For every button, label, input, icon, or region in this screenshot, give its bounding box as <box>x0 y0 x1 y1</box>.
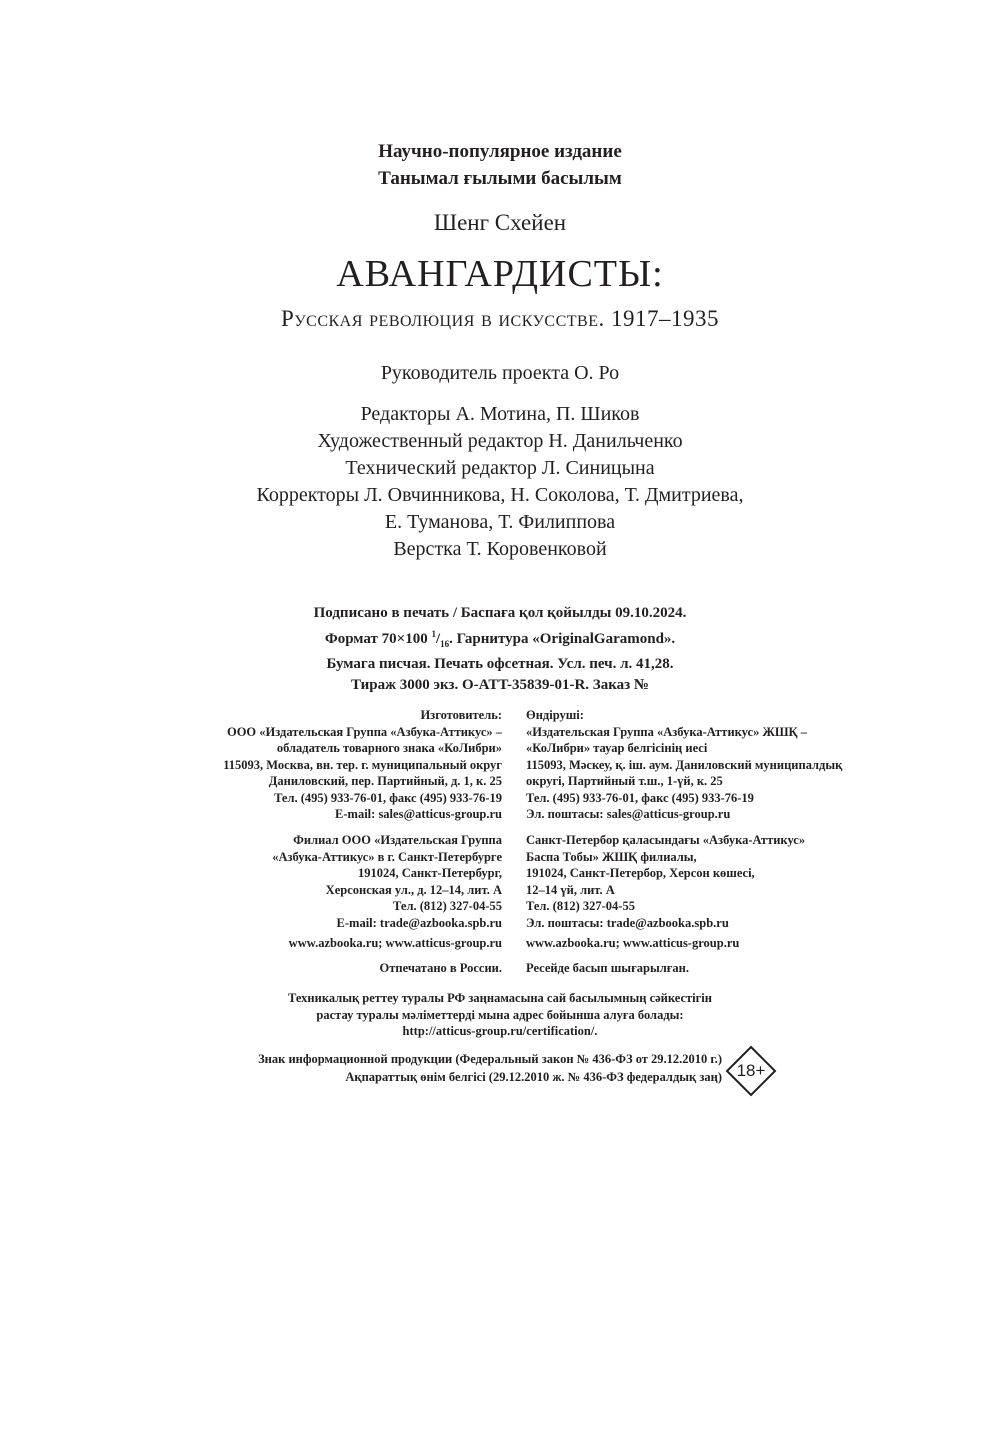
manufacturer-ru-line: Даниловский, пер. Партийный, д. 1, к. 25 <box>268 774 502 788</box>
websites-ru: www.azbooka.ru; www.atticus-group.ru <box>288 936 502 950</box>
book-subtitle: Русская революция в искусстве. 1917–1935 <box>281 306 719 331</box>
manufacturer-ru-line: ООО «Издательская Группа «Азбука-Аттикус» – <box>226 724 502 739</box>
author-name: Шенг Схейен <box>433 210 567 235</box>
branch-kz-line: Тел. (812) 327-04-55 <box>526 899 635 913</box>
branch-ru-line: Херсонская ул., д. 12–14, лит. А <box>325 882 502 897</box>
manufacturer-kz-line: округі, Партийный т.ш., 1-үй, к. 25 <box>526 774 723 788</box>
print-run: Тираж 3000 экз. O-ATT-35839-01-R. Заказ № <box>351 676 649 693</box>
manufacturer-kz-line: 115093, Мәскеу, қ. іш. аум. Даниловский муниципалдық <box>526 757 843 772</box>
credit-line: Верстка Т. Коровенковой <box>393 538 607 560</box>
printed-in-kz: Ресейде басып шығарылған. <box>526 961 689 975</box>
print-format <box>0 624 1000 655</box>
book-title: АВАНГАРДИСТЫ: <box>336 253 664 295</box>
age-rating-text: 18+ <box>736 1061 766 1080</box>
certification-url: http://atticus-group.ru/certification/. <box>402 1024 598 1038</box>
manufacturer-ru-line: обладатель товарного знака «КоЛибри» <box>276 741 502 755</box>
branch-ru-line: Тел. (812) 327-04-55 <box>393 899 502 913</box>
manufacturer-ru-line: 115093, Москва, вн. тер. г. муниципальный округ <box>223 757 502 772</box>
branch-kz-line: 12–14 үй, лит. А <box>526 882 615 897</box>
manufacturer-ru-line: Тел. (495) 933-76-01, факс (495) 933-76-19 <box>274 790 502 805</box>
info-product-sign <box>200 1050 722 1086</box>
manufacturer-kz-line: Тел. (495) 933-76-01, факс (495) 933-76-19 <box>526 790 754 805</box>
format-text: Формат 70×100 <box>324 630 428 647</box>
manufacturer-kz-line: «КоЛибри» тауар белгісінің иесі <box>526 741 708 755</box>
manufacturer-ru-line: Изготовитель: <box>420 708 502 722</box>
certification-line: растау туралы мәліметтерді мына адрес бойынша алуға болады: <box>316 1007 684 1022</box>
branch-kz-line: Санкт-Петербор қаласындағы «Азбука-Аттикус» <box>526 833 806 847</box>
manufacturer-ru <box>150 707 502 823</box>
age-rating-badge <box>725 1045 777 1097</box>
credit-line: Технический редактор Л. Синицына <box>345 457 655 479</box>
print-signed: Подписано в печать / Баспаға қол қойылды 09.10.2024. <box>313 605 687 621</box>
manufacturer-kz <box>526 707 866 823</box>
manufacturer-kz-line: «Издательская Группа «Азбука-Аттикус» ЖШҚ – <box>526 724 807 739</box>
credit-line: Редакторы А. Мотина, П. Шиков <box>360 403 640 425</box>
branch-kz <box>526 832 866 931</box>
branch-ru <box>150 832 502 931</box>
info-sign-ru: Знак информационной продукции (Федеральный закон № 436-ФЗ от 29.12.2010 г.) <box>258 1052 722 1066</box>
format-slash: / <box>435 630 441 647</box>
printed-in-ru: Отпечатано в России. <box>379 961 502 975</box>
certification-note <box>0 990 1000 1040</box>
branch-kz-line: Баспа Тобы» ЖШҚ филиалы, <box>526 849 697 864</box>
format-sub: 16 <box>440 638 450 649</box>
edition-type-ru: Научно-популярное издание <box>378 141 622 162</box>
format-font: . Гарнитура «OriginalGaramond». <box>449 630 676 647</box>
credit-line: Е. Туманова, Т. Филиппова <box>384 511 616 533</box>
branch-kz-email: Эл. поштасы: trade@azbooka.spb.ru <box>526 915 729 930</box>
format-sup: 1 <box>431 628 436 639</box>
credit-line: Художественный редактор Н. Данильченко <box>317 430 683 452</box>
branch-ru-email: E-mail: trade@azbooka.spb.ru <box>336 915 502 930</box>
manufacturer-kz-email: Эл. поштасы: sales@atticus-group.ru <box>526 807 731 821</box>
branch-ru-line: Филиал ООО «Издательская Группа <box>293 833 502 847</box>
branch-ru-line: «Азбука-Аттикус» в г. Санкт-Петербурге <box>272 849 502 864</box>
print-paper: Бумага писчая. Печать офсетная. Усл. печ. л. 41,28. <box>326 656 674 672</box>
print-details <box>0 603 1000 695</box>
project-manager: Руководитель проекта О. Ро <box>380 362 620 384</box>
branch-ru-line: 191024, Санкт-Петербург, <box>357 866 502 880</box>
credits <box>0 401 1000 563</box>
credit-line: Корректоры Л. Овчинникова, Н. Соколова, Т. Дмитриева, <box>256 484 744 506</box>
edition-type-kz: Танымал ғылыми басылым <box>378 168 622 189</box>
branch-kz-line: 191024, Санкт-Петербор, Херсон көшесі, <box>526 866 755 880</box>
edition-type <box>0 138 1000 192</box>
websites-kz: www.azbooka.ru; www.atticus-group.ru <box>526 936 740 950</box>
info-sign-kz: Ақпараттық өнім белгісі (29.12.2010 ж. № 436-ФЗ федералдық заң) <box>345 1070 722 1084</box>
manufacturer-ru-email: E-mail: sales@atticus-group.ru <box>335 807 502 821</box>
certification-line: Техникалық реттеу туралы РФ заңнамасына сай басылымның сәйкестігін <box>288 991 712 1005</box>
manufacturer-kz-line: Өндіруші: <box>526 708 584 722</box>
